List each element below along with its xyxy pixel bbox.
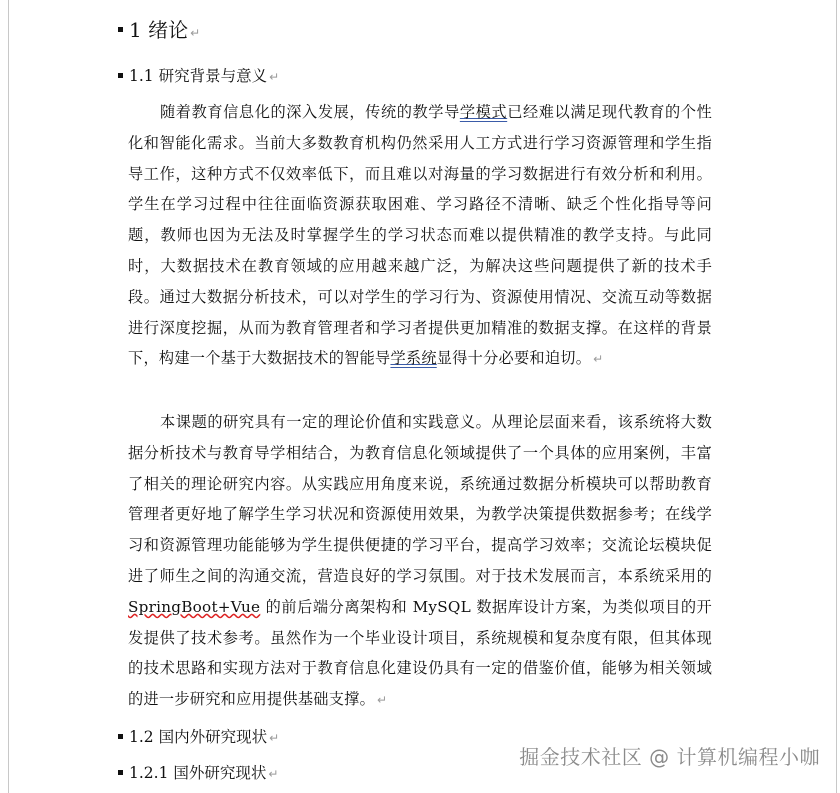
heading-1[interactable] — [118, 14, 200, 43]
paragraph-text: 本课题的研究具有一定的理论价值和实践意义。从理论层面来看，该系统将大数据分析技术与教育导学相结合，为教育信息化领域提供了一个具体的应用案例，丰富了相关的理论研究内容。从实践应用角度来说，系统通过数据分析模块可以帮助教育管理者更好地了解学生学习状况和资源使用效果，为教学决策提供数据参考；在线学习和资源管理功能能够为学生提供便捷的学习平台，提高学习效率；交流论坛模块促进了师生之间的沟通交流，营造良好的学习氛围。对于技术发展而言，本系统采用的 — [128, 413, 712, 585]
heading-1-text: 1 绪论 — [129, 18, 189, 42]
paragraph-text: 显得十分必要和迫切。 — [436, 349, 592, 368]
paragraph-text: 随着教育信息化的深入发展，传统的教学导 — [160, 103, 460, 121]
paragraph-text: 已经难以满足现代教育的个性化和智能化需求。当前大多数教育机构仍然采用人工方式进行学习资源管理和学生指导工作，这种方式不仅效率低下，而且难以对海量的学习数据进行有效分析和利用。学生在学习过程中往往面临资源获取困难、学习路径不清晰、缺乏个性化指导等问题，教师也因为无法及时掌握学生的学习状态而难以提供精准的教学支持。与此同时，大数据技术在教育领域的应用越来越广泛，为解决这些问题提供了新的技术手段。通过大数据分析技术，可以对学生的学习行为、资源使用情况、交流互动等数据进行深度挖掘，从而为教育管理者和学习者提供更加精准的数据支撑。在这样的背景下，构建一个基于大数据技术的智能导 — [128, 103, 712, 368]
paragraph-mark-icon: ↵ — [269, 70, 280, 84]
heading-1-2-1[interactable] — [118, 761, 278, 783]
heading-bullet — [118, 73, 123, 78]
paragraph-mark-icon: ↵ — [268, 767, 279, 781]
spelling-flag[interactable]: SpringBoot+Vue — [128, 597, 261, 616]
paragraph-mark-icon: ↵ — [190, 26, 201, 40]
body-paragraph-1[interactable] — [128, 97, 712, 375]
heading-1-1[interactable] — [118, 64, 279, 86]
heading-1-2[interactable] — [118, 725, 279, 747]
paragraph-mark-icon: ↵ — [377, 693, 388, 708]
paragraph-mark-icon: ↵ — [269, 731, 280, 745]
paragraph-text: 的前后端分离架构和 MySQL 数据库设计方案，为类似项目的开发提供了技术参考。虽然作为一个毕业设计项目，系统规模和复杂度有限，但其体现的技术思路和实现方法对于教育信息化建设仍具有一定的借鉴价值，能够为相关领域的进一步研究和应用提供基础支撑。 — [128, 597, 712, 709]
heading-bullet — [118, 27, 123, 32]
page-left-edge — [8, 0, 9, 793]
heading-1-1-text: 1.1 研究背景与意义 — [129, 67, 268, 85]
page-right-edge — [836, 0, 837, 793]
heading-1-2-text: 1.2 国内外研究现状 — [129, 728, 268, 746]
heading-bullet — [118, 734, 123, 739]
grammar-flag[interactable]: 学系统 — [390, 349, 437, 368]
body-paragraph-2[interactable] — [128, 407, 712, 716]
heading-bullet — [118, 770, 123, 775]
paragraph-mark-icon: ↵ — [593, 352, 604, 367]
watermark: 掘金技术社区 @ 计算机编程小咖 — [519, 745, 820, 769]
grammar-flag[interactable]: 学模式 — [459, 103, 508, 121]
heading-1-2-1-text: 1.2.1 国外研究现状 — [129, 764, 267, 782]
